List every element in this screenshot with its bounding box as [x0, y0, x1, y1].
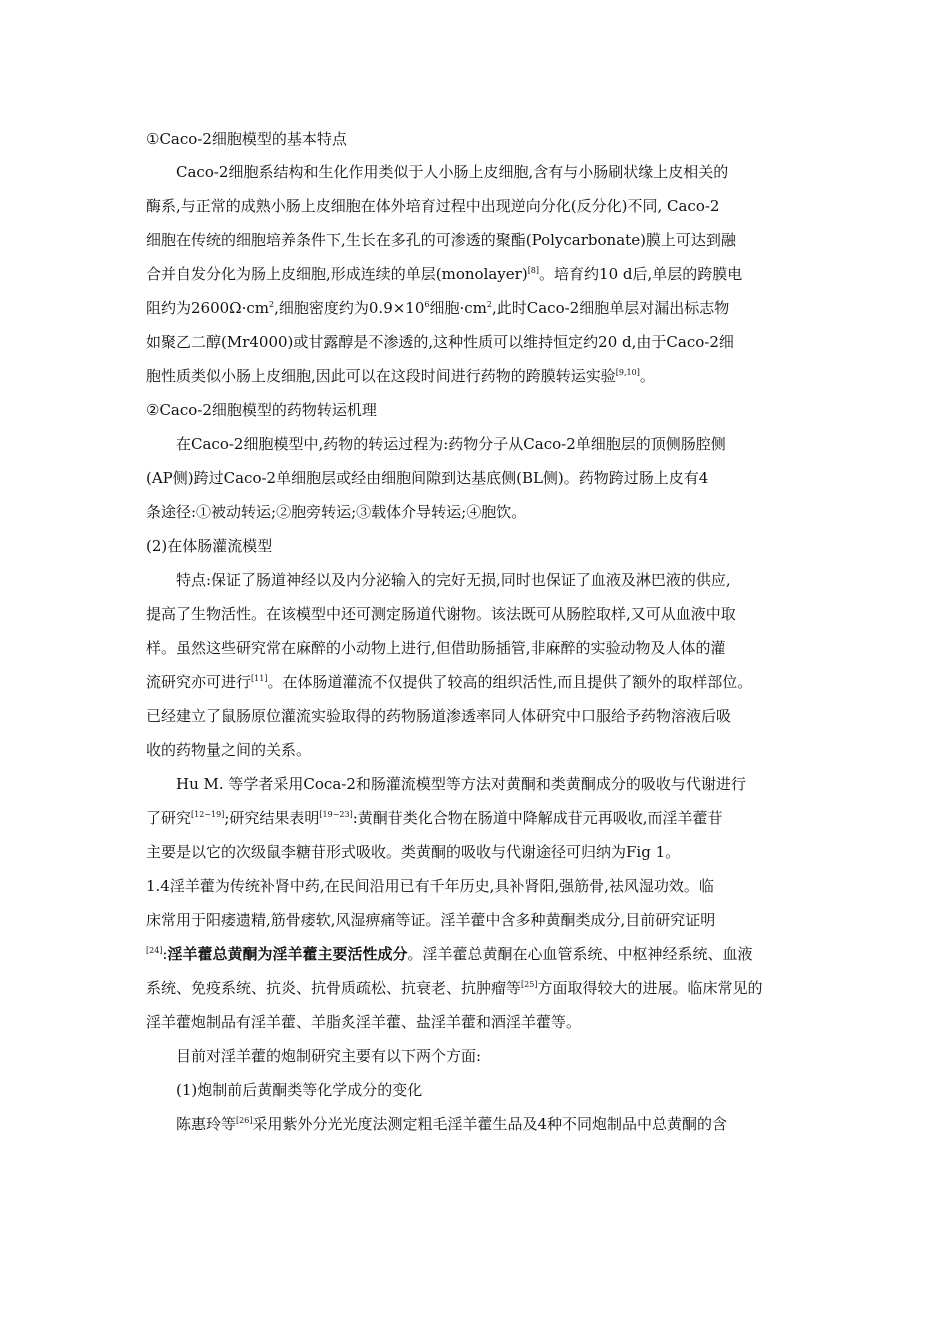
citation: [19~23]	[319, 810, 353, 819]
text-line: Caco-2细胞系结构和生化作用类似于人小肠上皮细胞,含有与小肠刷状缘上皮相关的	[176, 163, 729, 181]
superscript: 6	[424, 300, 430, 309]
text-line: 1.4淫羊藿为传统补肾中药,在民间沿用已有千年历史,具补肾阳,强筋骨,祛风湿功效。临	[146, 877, 714, 895]
citation: [25]	[521, 980, 538, 989]
section-heading: ①Caco-2细胞模型的基本特点	[146, 130, 347, 148]
text-line: 酶系,与正常的成熟小肠上皮细胞在体外培育过程中出现逆向分化(反分化)不同, Caco-2	[146, 197, 720, 215]
text-line: 提高了生物活性。在该模型中还可测定肠道代谢物。该法既可从肠腔取样,又可从血液中取	[146, 605, 736, 623]
text-line: 样。虽然这些研究常在麻醉的小动物上进行,但借助肠插管,非麻醉的实验动物及人体的灌	[146, 639, 726, 657]
text-line: 阻约为$2600\Omega\cdot cm^2$,细胞密度约为$0.9\times 10^6$细胞$\cdot cm^2$,此时Caco-2细胞单层对漏出标志物	[146, 299, 730, 317]
text-line: 已经建立了鼠肠原位灌流实验取得的药物肠道渗透率同人体研究中口服给予药物溶液后吸	[146, 707, 732, 725]
superscript: 2	[269, 300, 275, 309]
text-line: 流研究亦可进行[11]。在体肠道灌流不仅提供了较高的组织活性,而且提供了额外的取样部位。	[146, 673, 753, 691]
section-heading: ②Caco-2细胞模型的药物转运机理	[146, 401, 377, 419]
text-line: 陈惠玲等[26]采用紫外分光光度法测定粗毛淫羊藿生品及4种不同炮制品中总黄酮的含	[176, 1115, 727, 1133]
text-line: 合并自发分化为肠上皮细胞,形成连续的单层(monolayer)[8]。培育约10 d后,单层的跨膜电	[146, 265, 743, 283]
citation: [12~19]	[191, 810, 225, 819]
text-line: Hu M. 等学者采用Coca-2和肠灌流模型等方法对黄酮和类黄酮成分的吸收与代谢进行	[176, 775, 746, 793]
text-line: 目前对淫羊藿的炮制研究主要有以下两个方面:	[176, 1047, 482, 1065]
text-line: 了研究[12~19];研究结果表明[19~23]:黄酮苷类化合物在肠道中降解成苷元再吸收,而淫羊藿苷	[146, 809, 723, 827]
citation: [11]	[251, 674, 268, 683]
text-line: 在Caco-2细胞模型中,药物的转运过程为:药物分子从Caco-2单细胞层的顶侧肠腔侧	[176, 435, 726, 453]
text-line: 胞性质类似小肠上皮细胞,因此可以在这段时间进行药物的跨膜转运实验[9,10]。	[146, 367, 655, 385]
superscript: 2	[486, 300, 492, 309]
section-heading: (1)炮制前后黄酮类等化学成分的变化	[176, 1081, 423, 1099]
citation: [24]	[146, 946, 163, 955]
bold-emphasis: 淫羊藿总黄酮为淫羊藿主要活性成分	[167, 945, 408, 963]
citation: [9,10]	[615, 368, 640, 377]
text-line: 收的药物量之间的关系。	[146, 741, 312, 759]
citation: [26]	[236, 1116, 253, 1125]
citation: [8]	[527, 266, 540, 275]
text-line: 如聚乙二醇(Mr4000)或甘露醇是不渗透的,这种性质可以维持恒定约20 d,由于Caco-2细	[146, 333, 734, 351]
text-line: 床常用于阳痿遗精,筋骨痿软,风湿痹痛等证。淫羊藿中含多种黄酮类成分,目前研究证明	[146, 911, 716, 929]
text-line: 主要是以它的次级鼠李糖苷形式吸收。类黄酮的吸收与代谢途径可归纳为Fig 1。	[146, 843, 681, 861]
text-line: 条途径:①被动转运;②胞旁转运;③载体介导转运;④胞饮。	[146, 503, 527, 521]
text-line: 细胞在传统的细胞培养条件下,生长在多孔的可渗透的聚酯(Polycarbonate)膜上可达到融	[146, 231, 736, 249]
section-heading: (2)在体肠灌流模型	[146, 537, 273, 555]
text-line: 系统、免疫系统、抗炎、抗骨质疏松、抗衰老、抗肿瘤等[25]方面取得较大的进展。临床常见的	[146, 979, 763, 997]
text-line: (AP侧)跨过Caco-2单细胞层或经由细胞间隙到达基底侧(BL侧)。药物跨过肠上皮有4	[146, 469, 709, 487]
text-line: 淫羊藿炮制品有淫羊藿、羊脂炙淫羊藿、盐淫羊藿和酒淫羊藿等。	[146, 1013, 582, 1031]
text-line: [24]:淫羊藿总黄酮为淫羊藿主要活性成分。淫羊藿总黄酮在心血管系统、中枢神经系统、血液	[146, 945, 753, 963]
text-line: 特点:保证了肠道神经以及内分泌输入的完好无损,同时也保证了血液及淋巴液的供应,	[176, 571, 731, 589]
